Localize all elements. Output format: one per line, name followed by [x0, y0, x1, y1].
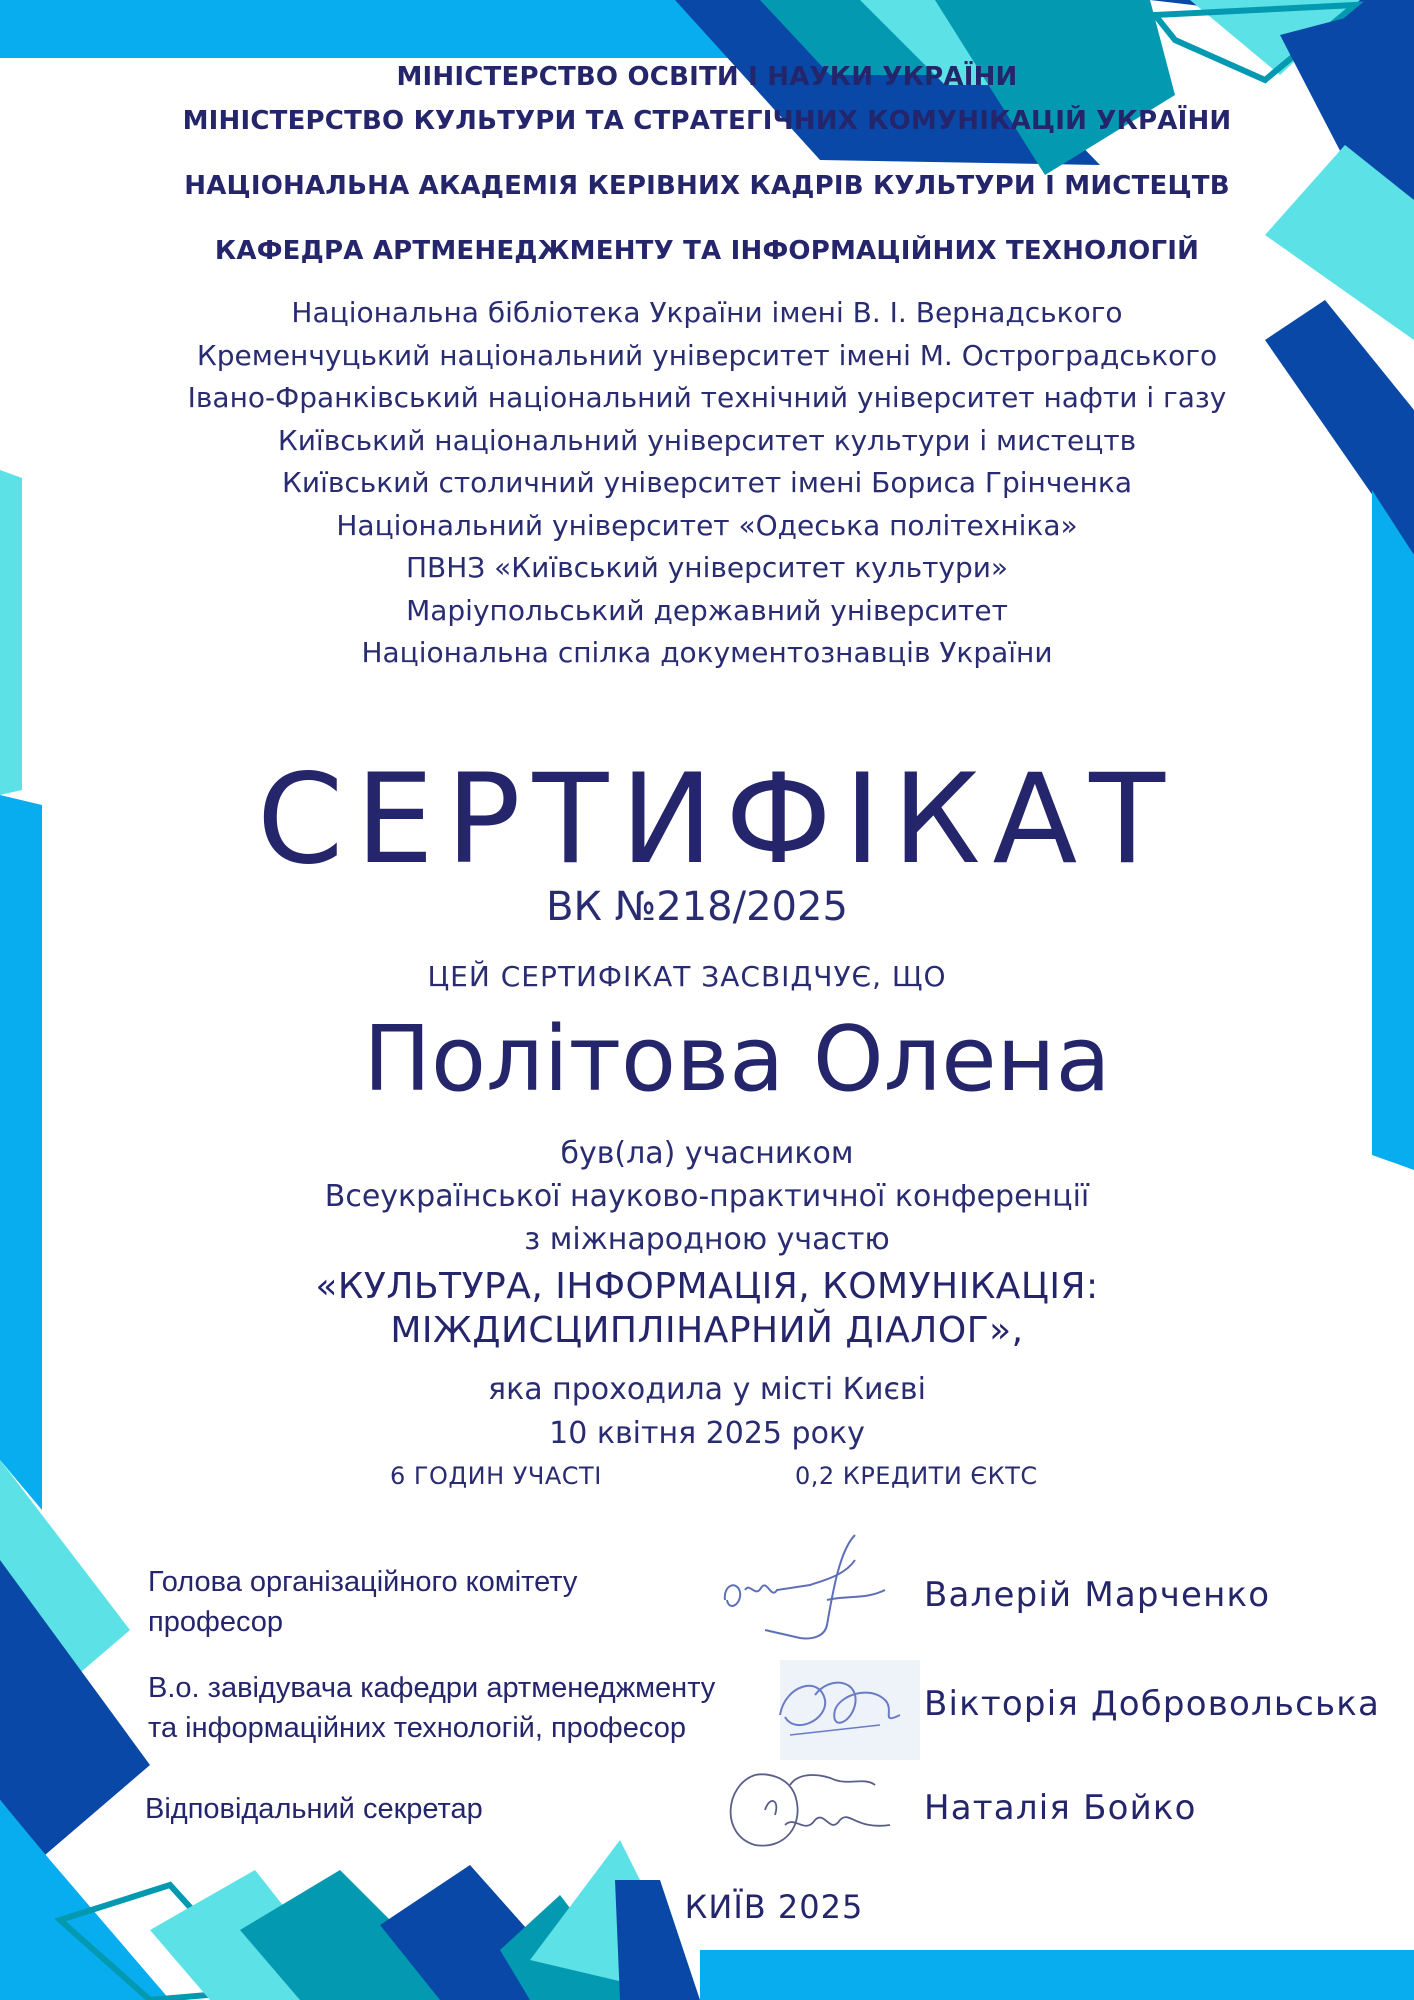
role-line: професор	[148, 1606, 284, 1638]
recipient-name: Політова Олена	[363, 1007, 1111, 1112]
participation-hours: 6 ГОДИН УЧАСТІ	[390, 1462, 602, 1490]
conference-title-line: «КУЛЬТУРА, ІНФОРМАЦІЯ, КОМУНІКАЦІЯ:	[315, 1266, 1099, 1307]
bottom-sky-band	[700, 1950, 1414, 2000]
partner-item: Київський національний університет культури і мистецтв	[277, 423, 1137, 457]
academy-name: НАЦІОНАЛЬНА АКАДЕМІЯ КЕРІВНИХ КАДРІВ КУЛЬТУРИ І МИСТЕЦТВ	[184, 171, 1230, 201]
signatory-role-2	[148, 1668, 715, 1748]
certificate-title: СЕРТИФІКАТ	[256, 748, 1178, 892]
conference-title	[0, 1265, 1414, 1353]
partner-list	[0, 292, 1414, 675]
participation-line: був(ла) учасником	[560, 1136, 854, 1171]
partner-item: ПВНЗ «Київський університет культури»	[405, 551, 1009, 584]
partner-item: Київський столичний університет імені Бориса Грінченка	[282, 466, 1132, 499]
event-line: Всеукраїнської науково-практичної конференції	[324, 1179, 1090, 1214]
ects-credits: 0,2 КРЕДИТИ ЄКТС	[795, 1462, 1038, 1490]
signature-boyko	[715, 1755, 895, 1865]
signatory-name-2: Вікторія Добровольська	[924, 1684, 1381, 1724]
signature-dobrovolska	[760, 1655, 920, 1765]
partner-item: Національний університет «Одеська політехніка»	[336, 508, 1078, 542]
participation-text	[0, 1132, 1414, 1261]
event-location: яка проходила у місті Києві	[488, 1372, 926, 1407]
event-place-date	[0, 1368, 1414, 1456]
partner-item: Кременчуцький національний університет імені М. Остроградського	[196, 338, 1218, 372]
role-line: Відповідальний секретар	[145, 1793, 483, 1825]
footer-city-year: КИЇВ 2025	[684, 1888, 864, 1926]
partner-item: Івано-Франківський національний технічний університет нафти і газу	[187, 381, 1227, 414]
signatory-name-3: Наталія Бойко	[924, 1788, 1197, 1828]
event-line: з міжнародною участю	[524, 1222, 890, 1257]
conference-title-line: МІЖДИСЦИПЛІНАРНИЙ ДІАЛОГ»,	[390, 1310, 1024, 1351]
partner-item: Маріупольський державний університет	[406, 593, 1008, 627]
role-line: В.о. завідувача кафедри артменеджменту	[148, 1672, 716, 1704]
signatory-role-3	[145, 1789, 483, 1829]
top-sky-band	[0, 0, 800, 58]
event-date: 10 квітня 2025 року	[549, 1416, 865, 1451]
ministry-culture: МІНІСТЕРСТВО КУЛЬТУРИ ТА СТРАТЕГІЧНИХ КОМУНІКАЦІЙ УКРАЇНИ	[182, 106, 1232, 136]
signature-marchenko	[715, 1530, 895, 1650]
role-line: та інформаційних технологій, професор	[148, 1712, 687, 1744]
department-name: КАФЕДРА АРТМЕНЕДЖМЕНТУ ТА ІНФОРМАЦІЙНИХ ТЕХНОЛОГІЙ	[214, 236, 1200, 266]
partner-item: Національна бібліотека України імені В. І. Вернадського	[291, 296, 1123, 329]
certifies-statement: ЦЕЙ СЕРТИФІКАТ ЗАСВІДЧУЄ, ЩО	[427, 960, 947, 993]
ministry-education: МІНІСТЕРСТВО ОСВІТИ І НАУКИ УКРАЇНИ	[396, 62, 1018, 92]
role-line: Голова організаційного комітету	[148, 1566, 578, 1598]
certificate-number: ВК №218/2025	[546, 884, 848, 930]
signatory-name-1: Валерій Марченко	[924, 1575, 1271, 1615]
partner-item: Національна спілка документознавців України	[361, 636, 1053, 669]
signatory-role-1	[148, 1562, 577, 1642]
